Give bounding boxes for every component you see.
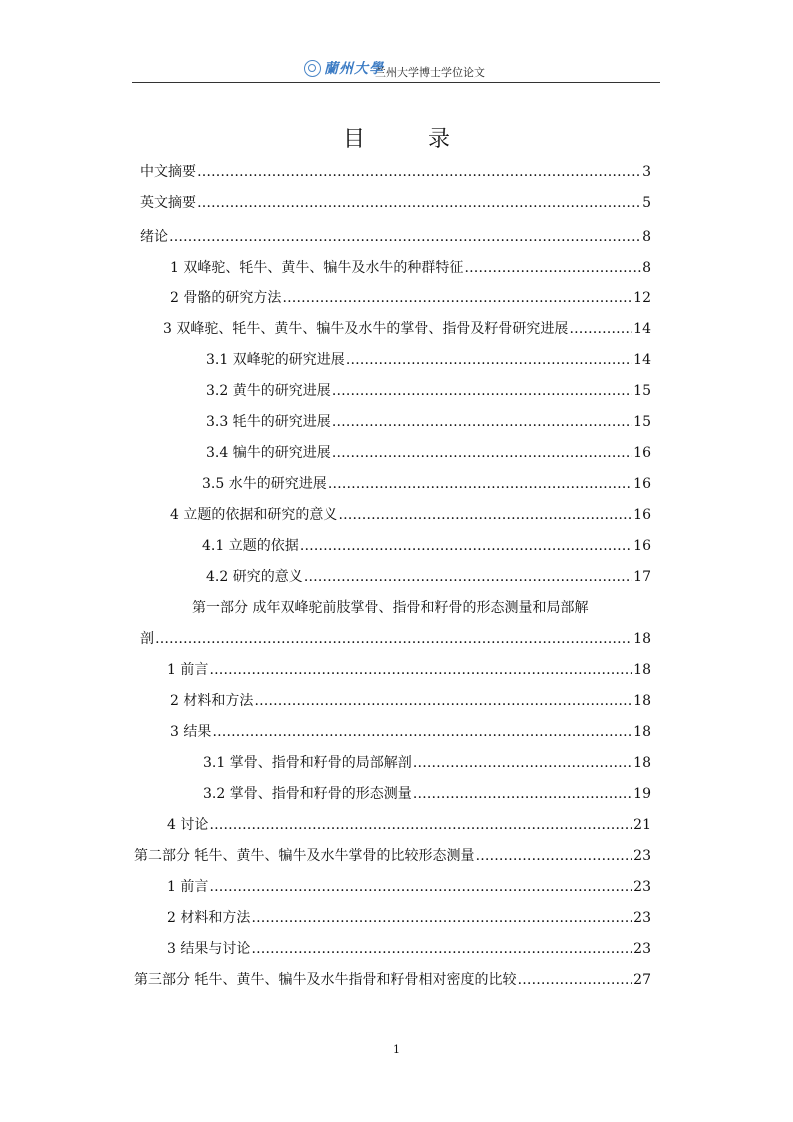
toc-leader-dots <box>569 321 632 337</box>
toc-entry[interactable] <box>134 969 651 989</box>
toc-leader-dots <box>464 260 641 276</box>
toc-entry-label: 3.5 水牛的研究进展 <box>202 476 327 492</box>
toc-leader-dots <box>517 972 632 988</box>
toc-entry-label: 3.1 双峰驼的研究进展 <box>206 352 345 368</box>
toc-entry-label: 2 骨骼的研究方法 <box>170 290 282 306</box>
toc-entry[interactable] <box>167 876 651 896</box>
toc-entry-page: 8 <box>642 260 651 276</box>
toc-entry-page: 16 <box>633 476 651 492</box>
toc-entry-label: 3 结果 <box>170 724 212 740</box>
toc-entry-page: 23 <box>633 910 651 926</box>
toc-entry-page: 16 <box>633 538 651 554</box>
toc-entry-page: 5 <box>642 195 651 211</box>
header-title: 兰州大学博士学位论文 <box>375 66 485 79</box>
toc-entry[interactable] <box>167 814 651 834</box>
toc-entry[interactable] <box>206 380 651 400</box>
toc-entry[interactable] <box>170 287 651 307</box>
header-rule <box>132 82 660 83</box>
toc-leader-dots <box>169 229 641 245</box>
toc-leader-dots <box>209 817 632 833</box>
page-header <box>132 56 660 82</box>
toc-title: 目 录 <box>343 127 478 152</box>
toc-leader-dots <box>251 941 632 957</box>
toc-entry[interactable] <box>206 411 651 431</box>
toc-entry-label: 4.1 立题的依据 <box>202 538 299 554</box>
toc-entry[interactable] <box>167 907 651 927</box>
toc-entry[interactable] <box>206 349 651 369</box>
toc-leader-dots <box>413 786 632 802</box>
toc-leader-dots <box>197 164 641 180</box>
toc-leader-dots <box>328 476 632 492</box>
toc-entry-page: 3 <box>642 164 651 180</box>
toc-entry[interactable] <box>170 257 651 277</box>
toc-entry-page: 18 <box>633 662 651 678</box>
toc-entry-page: 21 <box>633 817 651 833</box>
toc-entry-label: 1 双峰驼、牦牛、黄牛、犏牛及水牛的种群特征 <box>170 260 464 276</box>
toc-entry-label: 中文摘要 <box>140 164 196 180</box>
toc-entry-label: 1 前言 <box>167 662 209 678</box>
toc-leader-dots <box>212 724 632 740</box>
toc-entry-page: 14 <box>633 352 651 368</box>
toc-entry[interactable] <box>167 659 651 679</box>
toc-leader-dots <box>332 383 632 399</box>
toc-leader-dots <box>155 631 632 647</box>
toc-leader-dots <box>209 662 632 678</box>
toc-entry[interactable] <box>206 566 651 586</box>
toc-entry-page: 16 <box>633 507 651 523</box>
toc-leader-dots <box>332 445 632 461</box>
toc-entry[interactable] <box>203 752 651 772</box>
toc-entry-part-one-line1[interactable]: 第一部分 成年双峰驼前肢掌骨、指骨和籽骨的形态测量和局部解 <box>192 600 589 616</box>
toc-entry[interactable] <box>140 628 651 648</box>
toc-entry-label: 2 材料和方法 <box>167 910 251 926</box>
toc-entry-page: 18 <box>633 693 651 709</box>
toc-entry-page: 15 <box>633 383 651 399</box>
toc-entry-page: 16 <box>633 445 651 461</box>
toc-leader-dots <box>338 507 632 523</box>
university-seal-icon <box>304 60 321 77</box>
toc-leader-dots <box>332 414 632 430</box>
toc-entry[interactable] <box>202 535 651 555</box>
toc-entry-page: 15 <box>633 414 651 430</box>
toc-leader-dots <box>346 352 632 368</box>
toc-entry[interactable] <box>140 192 651 212</box>
toc-entry-page: 12 <box>633 290 651 306</box>
toc-entry-label: 3.1 掌骨、指骨和籽骨的局部解剖 <box>203 755 412 771</box>
toc-entry[interactable] <box>163 318 651 338</box>
toc-entry-label: 1 前言 <box>167 879 209 895</box>
toc-entry[interactable] <box>170 690 651 710</box>
toc-entry-page: 23 <box>633 941 651 957</box>
toc-entry-label: 绪论 <box>140 229 168 245</box>
toc-entry-label: 3 结果与讨论 <box>167 941 251 957</box>
toc-entry-label: 3.3 牦牛的研究进展 <box>206 414 331 430</box>
toc-entry-page: 27 <box>633 972 651 988</box>
toc-entry-label: 3.2 掌骨、指骨和籽骨的形态测量 <box>203 786 412 802</box>
toc-leader-dots <box>304 569 632 585</box>
toc-entry-page: 18 <box>633 755 651 771</box>
toc-entry[interactable] <box>140 161 651 181</box>
toc-entry-label: 3.4 犏牛的研究进展 <box>206 445 331 461</box>
toc-leader-dots <box>197 195 641 211</box>
toc-entry-label: 第二部分 牦牛、黄牛、犏牛及水牛掌骨的比较形态测量 <box>134 848 475 864</box>
toc-leader-dots <box>254 693 632 709</box>
toc-entry-label: 4.2 研究的意义 <box>206 569 303 585</box>
toc-entry[interactable] <box>140 226 651 246</box>
toc-entry[interactable] <box>202 473 651 493</box>
toc-entry-page: 18 <box>633 724 651 740</box>
toc-entry[interactable] <box>206 442 651 462</box>
toc-entry-label: 2 材料和方法 <box>170 693 254 709</box>
toc-entry-page: 23 <box>633 879 651 895</box>
toc-entry-page: 23 <box>633 848 651 864</box>
toc-leader-dots <box>413 755 632 771</box>
toc-leader-dots <box>475 848 632 864</box>
toc-entry[interactable] <box>167 938 651 958</box>
toc-entry-label: 剖 <box>140 631 154 647</box>
toc-leader-dots <box>282 290 632 306</box>
toc-entry[interactable] <box>203 783 651 803</box>
toc-entry-label: 4 讨论 <box>167 817 209 833</box>
toc-entry-label: 英文摘要 <box>140 195 196 211</box>
toc-entry-label: 3 双峰驼、牦牛、黄牛、犏牛及水牛的掌骨、指骨及籽骨研究进展 <box>163 321 569 337</box>
toc-entry-page: 14 <box>633 321 651 337</box>
toc-leader-dots <box>251 910 632 926</box>
toc-entry[interactable] <box>170 721 651 741</box>
toc-leader-dots <box>300 538 632 554</box>
toc-entry[interactable] <box>134 845 651 865</box>
page-number: 1 <box>393 1043 400 1056</box>
toc-entry-page: 19 <box>633 786 651 802</box>
toc-entry-page: 17 <box>633 569 651 585</box>
toc-leader-dots <box>209 879 632 895</box>
toc-entry-page: 18 <box>633 631 651 647</box>
toc-entry-label: 第三部分 牦牛、黄牛、犏牛及水牛指骨和籽骨相对密度的比较 <box>134 972 517 988</box>
toc-entry-label: 3.2 黄牛的研究进展 <box>206 383 331 399</box>
toc-entry-label: 4 立题的依据和研究的意义 <box>170 507 338 523</box>
university-logo <box>304 58 384 78</box>
logo-text: 蘭州大學 <box>324 61 384 77</box>
toc-entry-page: 8 <box>642 229 651 245</box>
toc-entry[interactable] <box>170 504 651 524</box>
